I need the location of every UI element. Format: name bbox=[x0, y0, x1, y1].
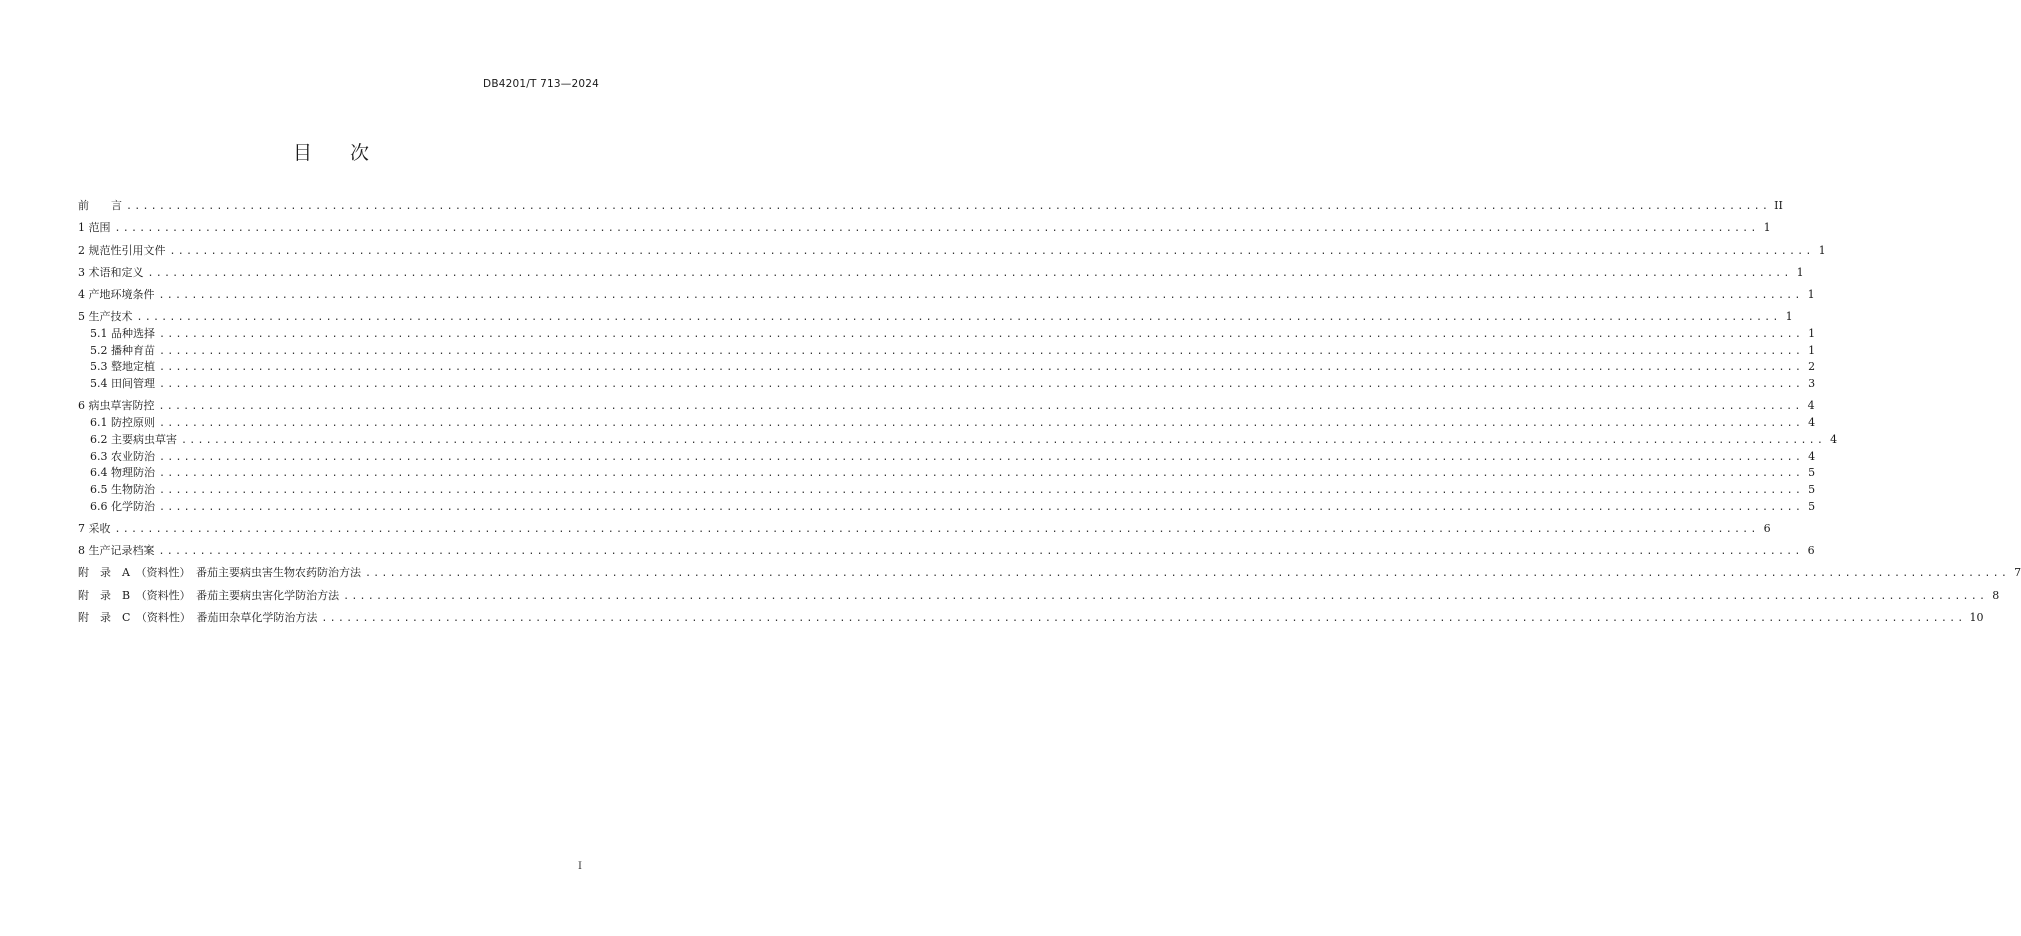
toc-subentry[interactable] bbox=[78, 449, 1816, 466]
toc-entry-label: 附 录 A （资料性） 番茄主要病虫害生物农药防治方法 bbox=[78, 566, 361, 580]
toc-entry[interactable] bbox=[78, 220, 1771, 237]
toc-leader-dots: ........................................................................................................................................................................................................ bbox=[343, 590, 1988, 602]
toc-subentry[interactable] bbox=[78, 499, 1816, 516]
toc-leader-dots: ........................................................................................................................................................................................................ bbox=[158, 401, 1803, 413]
toc-subentry[interactable] bbox=[78, 415, 1816, 432]
toc-entry[interactable] bbox=[78, 610, 1984, 627]
toc-entry-page: 1 bbox=[1807, 288, 1815, 302]
toc-entry-page: II bbox=[1774, 199, 1783, 212]
toc-entry-label: 附 录 C （资料性） 番茄田杂草化学防治方法 bbox=[78, 610, 318, 624]
toc-subentry[interactable] bbox=[78, 465, 1816, 482]
toc-entry-label: 5 生产技术 bbox=[78, 310, 133, 324]
toc-entry-page: 5 bbox=[1808, 499, 1816, 513]
toc-entry[interactable] bbox=[78, 543, 1815, 560]
toc-entry-label: 4 产地环境条件 bbox=[78, 288, 155, 302]
toc-entry-label: 6.4 物理防治 bbox=[90, 466, 155, 480]
toc-leader-dots: ........................................................................................................................................................................................................ bbox=[158, 546, 1803, 558]
toc-entry-page: 4 bbox=[1807, 399, 1815, 413]
toc-entry-label: 6.3 农业防治 bbox=[90, 449, 155, 463]
toc-entry-label: 6.6 化学防治 bbox=[90, 499, 155, 513]
toc-entry-page: 6 bbox=[1763, 521, 1771, 535]
toc-leader-dots: ........................................................................................................................................................................................................ bbox=[159, 329, 1804, 341]
toc-entry[interactable] bbox=[78, 265, 1804, 282]
page-title: 目次 bbox=[292, 142, 407, 164]
toc-leader-dots: ........................................................................................................................................................................................................ bbox=[181, 434, 1826, 446]
toc-leader-dots: ........................................................................................................................................................................................................ bbox=[136, 312, 1781, 324]
toc-leader-dots: ........................................................................................................................................................................................................ bbox=[321, 612, 1966, 624]
toc-entry-label: 5.1 品种选择 bbox=[90, 327, 155, 341]
toc-leader-dots: ........................................................................................................................................................................................................ bbox=[159, 418, 1804, 430]
toc-entry-label: 前 言 bbox=[78, 199, 122, 212]
toc-entry[interactable] bbox=[78, 565, 2021, 582]
toc-entry-page: 8 bbox=[1992, 588, 2000, 602]
table-of-contents bbox=[78, 198, 2021, 627]
toc-entry[interactable] bbox=[78, 243, 1826, 260]
toc-leader-dots: ........................................................................................................................................................................................................ bbox=[159, 484, 1804, 496]
toc-entry-label: 7 采收 bbox=[78, 521, 111, 535]
toc-entry-page: 7 bbox=[2014, 566, 2021, 580]
toc-leader-dots: ........................................................................................................................................................................................................ bbox=[159, 501, 1804, 513]
toc-leader-dots: ........................................................................................................................................................................................................ bbox=[158, 290, 1803, 302]
toc-entry-label: 5.4 田间管理 bbox=[90, 377, 155, 391]
toc-subentry[interactable] bbox=[78, 359, 1816, 376]
toc-leader-dots: ........................................................................................................................................................................................................ bbox=[126, 201, 1771, 212]
toc-leader-dots: ........................................................................................................................................................................................................ bbox=[159, 451, 1804, 463]
toc-subentry[interactable] bbox=[78, 343, 1816, 360]
page-number: I bbox=[578, 861, 582, 872]
toc-entry-label: 6 病虫草害防控 bbox=[78, 399, 155, 413]
toc-entry-label: 6.5 生物防治 bbox=[90, 482, 155, 496]
toc-entry-page: 6 bbox=[1807, 544, 1815, 558]
toc-leader-dots: ........................................................................................................................................................................................................ bbox=[364, 568, 2010, 580]
toc-entry-label: 附 录 B （资料性） 番茄主要病虫害化学防治方法 bbox=[78, 588, 340, 602]
toc-entry-label: 6.2 主要病虫草害 bbox=[90, 432, 177, 446]
toc-entry-label: 3 术语和定义 bbox=[78, 265, 144, 279]
document-code: DB4201/T 713—2024 bbox=[483, 78, 599, 90]
toc-entry-label: 8 生产记录档案 bbox=[78, 544, 155, 558]
toc-leader-dots: ........................................................................................................................................................................................................ bbox=[147, 267, 1792, 279]
toc-entry[interactable] bbox=[78, 198, 1783, 215]
toc-entry[interactable] bbox=[78, 398, 1815, 415]
toc-subentry[interactable] bbox=[78, 482, 1816, 499]
toc-leader-dots: ........................................................................................................................................................................................................ bbox=[159, 379, 1804, 391]
toc-leader-dots: ........................................................................................................................................................................................................ bbox=[159, 468, 1804, 480]
toc-entry-page: 4 bbox=[1808, 416, 1816, 430]
toc-entry-page: 1 bbox=[1818, 243, 1826, 257]
toc-entry-label: 5.3 整地定植 bbox=[90, 360, 155, 374]
toc-entry-label: 2 规范性引用文件 bbox=[78, 243, 166, 257]
toc-entry-label: 1 范围 bbox=[78, 221, 111, 235]
toc-subentry[interactable] bbox=[78, 376, 1816, 393]
toc-entry-page: 2 bbox=[1808, 360, 1816, 374]
toc-entry-page: 1 bbox=[1808, 327, 1816, 341]
toc-subentry[interactable] bbox=[78, 326, 1816, 343]
toc-leader-dots: ........................................................................................................................................................................................................ bbox=[114, 223, 1759, 235]
toc-entry[interactable] bbox=[78, 588, 2000, 605]
toc-entry-page: 10 bbox=[1969, 610, 1984, 624]
toc-leader-dots: ........................................................................................................................................................................................................ bbox=[114, 523, 1759, 535]
toc-entry-label: 6.1 防控原则 bbox=[90, 416, 155, 430]
toc-entry-label: 5.2 播种育苗 bbox=[90, 343, 155, 357]
toc-entry[interactable] bbox=[78, 521, 1771, 538]
toc-entry[interactable] bbox=[78, 287, 1815, 304]
toc-entry-page: 5 bbox=[1808, 482, 1816, 496]
toc-entry-page: 3 bbox=[1808, 377, 1816, 391]
toc-entry-page: 1 bbox=[1785, 310, 1793, 324]
toc-entry-page: 1 bbox=[1763, 221, 1771, 235]
toc-entry-page: 4 bbox=[1808, 449, 1816, 463]
toc-entry-page: 1 bbox=[1808, 343, 1816, 357]
toc-leader-dots: ........................................................................................................................................................................................................ bbox=[159, 362, 1804, 374]
toc-entry-page: 5 bbox=[1808, 466, 1816, 480]
toc-leader-dots: ........................................................................................................................................................................................................ bbox=[169, 245, 1814, 257]
toc-entry-page: 4 bbox=[1830, 432, 1838, 446]
toc-entry[interactable] bbox=[78, 309, 1793, 326]
toc-subentry[interactable] bbox=[78, 432, 1838, 449]
toc-entry-page: 1 bbox=[1796, 265, 1804, 279]
toc-leader-dots: ........................................................................................................................................................................................................ bbox=[159, 345, 1804, 357]
